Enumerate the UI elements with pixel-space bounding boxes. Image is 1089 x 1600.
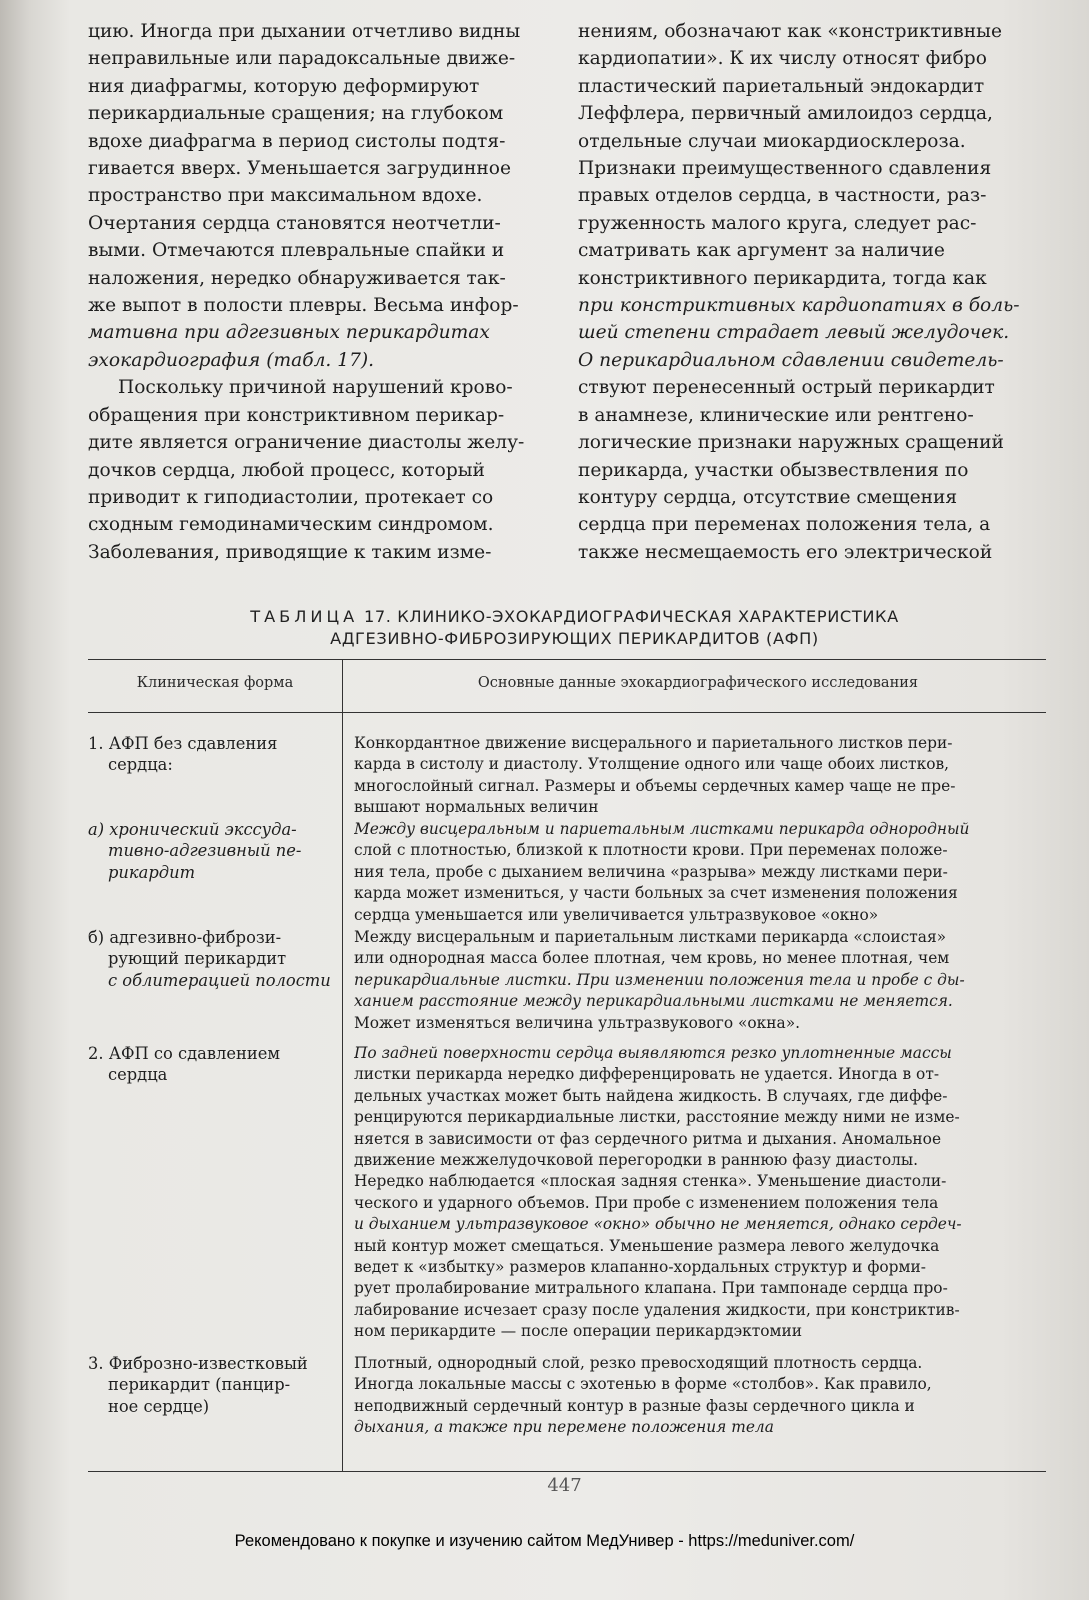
- echo-data-cell: [354, 927, 1046, 1034]
- cell-line: Плотный, однородный слой, резко превосходящий плотность сердца.: [354, 1354, 923, 1372]
- text-line: констриктивного перикардита, тогда как: [578, 267, 987, 289]
- cell-line: карда в систолу и диастолу. Утолщение одного или чаще обоих листков,: [354, 755, 950, 774]
- cell-line: листки перикарда нередко дифференцировать не удается. Иногда в от-: [354, 1065, 940, 1084]
- cell-line: б) адгезивно-фибрози-: [88, 928, 282, 947]
- echo-data-cell: [354, 1043, 1046, 1343]
- cell-line: рующий перикардит: [108, 949, 287, 969]
- clinical-form-cell: [88, 733, 333, 776]
- text-line: перикардиальные сращения; на глубоком: [88, 103, 504, 125]
- cell-line: лабирование исчезает сразу после удаления жидкости, при констриктив-: [354, 1300, 960, 1319]
- cell-line: ном перикардите — после операции перикардэктомии: [354, 1322, 803, 1341]
- text-line: Очертания сердца становятся неотчетли-: [88, 212, 501, 234]
- cell-line: дыхания, а также при перемене положения тела: [354, 1418, 774, 1437]
- cell-line: дельных участках может быть найдена жидкость. В случаях, где диффе-: [354, 1086, 948, 1105]
- page-number: 447: [547, 1475, 582, 1496]
- cell-line: Между висцеральным и париетальным листками перикарда «слоистая»: [354, 928, 947, 946]
- text-line: логические признаки наружных сращений: [578, 432, 1004, 454]
- text-line: отдельные случаи миокардиосклероза.: [578, 130, 966, 152]
- text-line: при констриктивных кардиопатиях в боль-: [578, 295, 1020, 317]
- cell-line: ханием расстояние между перикардиальными листками не меняется.: [354, 992, 953, 1011]
- text-line: Поскольку причиной нарушений крово-: [118, 377, 513, 399]
- text-line: нениям, обозначают как «констриктивные: [578, 21, 1002, 42]
- cell-line: ренцируются перикардиальные листки, расстояние между ними не изме-: [354, 1108, 960, 1127]
- clinical-form-cell: [88, 1043, 333, 1086]
- cell-line: вышают нормальных величин: [354, 798, 599, 817]
- text-line: приводит к гиподиастолии, протекает со: [88, 486, 494, 508]
- text-line: дочков сердца, любой процесс, который: [88, 459, 485, 481]
- echo-data-cell: [354, 733, 1046, 819]
- cell-line: ное сердце): [108, 1396, 210, 1416]
- cell-line: По задней поверхности сердца выявляются резко уплотненные массы: [354, 1044, 952, 1062]
- text-line: обращения при констриктивном перикар-: [88, 404, 505, 426]
- cell-line: или однородная масса более плотная, чем кровь, но менее плотная, чем: [354, 949, 950, 968]
- table-header-rule: [88, 712, 1046, 713]
- cell-line: тивно-адгезивный пе-: [108, 841, 302, 861]
- cell-line: и дыханием ультразвуковое «окно» обычно не меняется, однако сердеч-: [354, 1215, 962, 1234]
- cell-line: Может изменяться величина ультразвукового «окна».: [354, 1013, 801, 1032]
- table-header-echo-data: Основные данные эхокардиографического исследования: [477, 675, 919, 691]
- echo-table: [88, 659, 1046, 1471]
- text-line: в анамнезе, клинические или рентгено-: [578, 404, 974, 426]
- clinical-form-cell: [88, 819, 333, 883]
- cell-line: неподвижный сердечный контур в разные фазы сердечного цикла и: [354, 1396, 915, 1415]
- cell-line: ческого и ударного объемов. При пробе с изменением положения тела: [354, 1193, 939, 1212]
- cell-line: ный контур может смещаться. Уменьшение размера левого желудочка: [354, 1236, 940, 1255]
- table-bottom-rule: [88, 1471, 1046, 1472]
- footer-recommendation: Рекомендовано к покупке и изучению сайтом МедУнивер - https://meduniver.com/: [234, 1532, 855, 1550]
- cell-line: а) хронический экссуда-: [88, 820, 297, 839]
- table-header-clinical-form: Клиническая форма: [136, 675, 294, 691]
- text-line: правых отделов сердца, в частности, раз-: [578, 185, 987, 207]
- text-line: мативна при адгезивных перикардитах: [88, 322, 490, 344]
- table-caption-line-1: [60, 606, 1089, 628]
- clinical-form-cell: [88, 927, 333, 991]
- cell-line: движение межжелудочковой перегородки в раннюю фазу диастолы.: [354, 1151, 919, 1170]
- cell-line: многослойный сигнал. Размеры и объемы сердечных камер чаще не пре-: [354, 776, 956, 795]
- text-line: вдохе диафрагма в период систолы подтя-: [88, 130, 506, 152]
- text-line: Леффлера, первичный амилоидоз сердца,: [578, 103, 993, 125]
- cell-line: ния тела, пробе с дыханием величина «разрыва» между листками пери-: [354, 862, 948, 881]
- echo-data-cell: [354, 1353, 1046, 1439]
- echo-data-cell: [354, 819, 1046, 926]
- clinical-form-cell: [88, 1353, 333, 1417]
- table-caption-line-2: АДГЕЗИВНО-ФИБРОЗИРУЮЩИХ ПЕРИКАРДИТОВ (АФП): [330, 629, 819, 648]
- cell-line: Иногда локальные массы с эхотенью в форме «столбов». Как правило,: [354, 1375, 932, 1394]
- cell-line: 3. Фиброзно-известковый: [88, 1354, 308, 1373]
- text-line: гивается вверх. Уменьшается загрудинное: [88, 158, 511, 180]
- text-line: Признаки преимущественного сдавления: [578, 158, 992, 180]
- table-column-divider: [342, 659, 343, 1471]
- cell-line: перикардит (панцир-: [108, 1375, 291, 1395]
- text-line: эхокардиография (табл. 17).: [88, 349, 375, 371]
- cell-line: рикардит: [108, 862, 196, 882]
- cell-line: 2. АФП со сдавлением: [88, 1044, 281, 1063]
- cell-line: Конкордантное движение висцерального и париетального листков пери-: [354, 734, 953, 752]
- text-line: же выпот в полости плевры. Весьма инфор-: [88, 295, 519, 317]
- cell-line: перикардиальные листки. При изменении положения тела и пробе с ды-: [354, 970, 965, 989]
- text-line: ствуют перенесенный острый перикардит: [578, 377, 995, 399]
- cell-line: рует пролабирование митрального клапана. При тампонаде сердца про-: [354, 1279, 948, 1298]
- text-line: перикарда, участки обызвествления по: [578, 459, 969, 481]
- text-line: сердца при переменах положения тела, а: [578, 514, 991, 536]
- text-line: также несмещаемость его электрической: [578, 541, 993, 563]
- cell-line: сердца: [108, 1065, 168, 1085]
- cell-line: сердца уменьшается или увеличивается ультразвуковое «окно»: [354, 905, 879, 924]
- cell-line: ведет к «избытку» размеров клапанно-хордальных структур и форми-: [354, 1258, 926, 1277]
- cell-line: 1. АФП без сдавления: [88, 734, 278, 753]
- text-line: выми. Отмечаются плевральные спайки и: [88, 240, 505, 262]
- text-line: ния диафрагмы, которую деформируют: [88, 75, 480, 97]
- text-line: шей степени страдает левый желудочек.: [578, 322, 1010, 344]
- text-line: груженность малого круга, следует рас-: [578, 212, 977, 234]
- table-caption-prefix: ТАБЛИЦА: [250, 607, 359, 626]
- text-line: Заболевания, приводящие к таким изме-: [88, 541, 492, 563]
- left-text-column: [88, 18, 556, 566]
- cell-line: Между висцеральным и париетальным листками перикарда однородный: [354, 820, 970, 838]
- text-line: неправильные или парадоксальные движе-: [88, 48, 516, 70]
- table-caption-title: 17. КЛИНИКО-ЭХОКАРДИОГРАФИЧЕСКАЯ ХАРАКТЕРИСТИКА: [363, 607, 899, 626]
- text-line: пространство при максимальном вдохе.: [88, 185, 483, 207]
- text-line: О перикардиальном сдавлении свидетель-: [578, 349, 1004, 371]
- text-line: цию. Иногда при дыхании отчетливо видны: [88, 21, 521, 42]
- cell-line: няется в зависимости от фаз сердечного ритма и дыхания. Аномальное: [354, 1129, 942, 1148]
- text-line: наложения, нередко обнаруживается так-: [88, 267, 506, 289]
- text-line: сходным гемодинамическим синдромом.: [88, 514, 494, 536]
- text-line: дите является ограничение диастолы желу-: [88, 432, 525, 454]
- table-caption: [60, 606, 1089, 650]
- table-top-rule: [88, 659, 1046, 660]
- right-text-column: [578, 18, 1044, 566]
- cell-line: с облитерацией полости: [108, 970, 331, 990]
- text-line: кардиопатии». К их числу относят фибро: [578, 48, 987, 70]
- text-line: пластический париетальный эндокардит: [578, 75, 985, 97]
- cell-line: карда может измениться, у части больных за счет изменения положения: [354, 884, 958, 903]
- cell-line: слой с плотностью, близкой к плотности крови. При переменах положе-: [354, 841, 948, 860]
- cell-line: сердца:: [108, 755, 173, 775]
- cell-line: Нередко наблюдается «плоская задняя стенка». Уменьшение диастоли-: [354, 1172, 947, 1191]
- text-line: контуру сердца, отсутствие смещения: [578, 486, 958, 508]
- text-line: сматривать как аргумент за наличие: [578, 240, 945, 262]
